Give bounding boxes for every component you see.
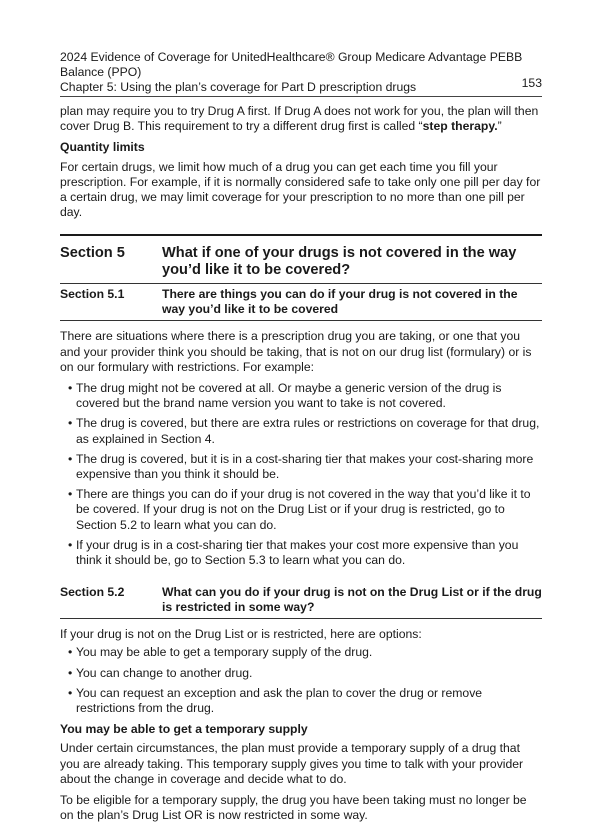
section-5-2-number: Section 5.2 [60, 585, 125, 600]
step-therapy-term: step therapy. [422, 119, 498, 134]
bullet-glyph: • [68, 645, 73, 660]
section-5-1-header [60, 284, 542, 321]
temporary-supply-heading: You may be able to get a temporary supply [60, 722, 308, 737]
list-item: • The drug is covered, but it is in a cost-sharing tier that makes your cost-sharing more expensive than you think it should be. [68, 451, 534, 482]
page-body [60, 104, 542, 830]
list-item: • You can request an exception and ask the plan to cover the drug or remove restrictions from the drug. [68, 685, 483, 716]
list-item: • The drug is covered, but there are extra rules or restrictions on coverage for that drug, as explained in Section 4. [68, 416, 540, 446]
intro-paragraph [60, 104, 542, 134]
section-5-title: What if one of your drugs is not covered in the way you’d like it to be covered? [162, 245, 517, 279]
section-5-2-intro: If your drug is not on the Drug List or is restricted, here are options: [60, 627, 422, 642]
intro-end: ” [497, 119, 502, 134]
header-chapter: Chapter 5: Using the plan’s coverage for Part D prescription drugs [60, 80, 417, 94]
bullet-glyph: • [68, 451, 73, 466]
bullet-glyph: • [68, 665, 73, 680]
header-title: 2024 Evidence of Coverage for UnitedHealthcare® Group Medicare Advantage PEBB Balance (PPO) [60, 50, 523, 79]
section-5-header [60, 234, 542, 284]
section-5-1-bullets [60, 381, 542, 568]
bullet-glyph: • [68, 537, 73, 552]
list-item: • You may be able to get a temporary supply of the drug. [68, 645, 373, 660]
running-header [60, 50, 542, 95]
section-5-2-title: What can you do if your drug is not on the Drug List or if the drug is restricted in some way? [162, 585, 542, 615]
bullet-glyph: • [68, 685, 73, 700]
section-5-1-number: Section 5.1 [60, 287, 125, 302]
list-item: • If your drug is in a cost-sharing tier that makes your cost more expensive than you think it should be, go to Section 5.3 to learn what you can do. [68, 537, 519, 568]
section-5-2-header [60, 582, 542, 619]
list-item: • You can change to another drug. [68, 665, 253, 680]
section-5-1-title: There are things you can do if your drug is not covered in the way you’d like it to be covered [162, 287, 518, 317]
bullet-glyph: • [68, 416, 73, 431]
quantity-limits-text: For certain drugs, we limit how much of a drug you can get each time you fill your prescription. For example, if it is normally considered safe to take only one pill per day for a certain drug, we may limit coverage for your prescription to no more than one pill per day. [60, 159, 541, 220]
temporary-supply-para-1: Under certain circumstances, the plan must provide a temporary supply of a drug that you are already taking. This temporary supply gives you time to talk with your provider about the change in coverage and decide what to do. [60, 741, 524, 786]
section-5-1-intro: There are situations where there is a prescription drug you are taking, or one that you and your provider think you should be taking, that is not on our drug list (formulary) or is on our formulary with restrictions. For example: [60, 329, 532, 374]
bullet-glyph: • [68, 487, 73, 502]
section-5-number: Section 5 [60, 245, 125, 262]
list-item: • There are things you can do if your drug is not covered in the way that you’d like it to be covered. If your drug is not on the Drug List or if your drug is restricted, go to Section 5.2 to learn what you can do. [68, 487, 531, 532]
section-5-2-bullets [60, 645, 542, 716]
quantity-limits-heading: Quantity limits [60, 140, 145, 155]
header-divider [60, 96, 542, 97]
list-item: • The drug might not be covered at all. Or maybe a generic version of the drug is covered but the brand name version you want to take is not covered. [68, 381, 502, 411]
bullet-glyph: • [68, 381, 73, 396]
intro-text: plan may require you to try Drug A first. If Drug A does not work for you, the plan will then cover Drug B. This requirement to try a different drug first is called “ [60, 104, 539, 134]
page-number: 153 [521, 76, 542, 90]
temporary-supply-para-2: To be eligible for a temporary supply, the drug you have been taking must no longer be on the plan’s Drug List OR is now restricted in some way. [60, 793, 527, 823]
